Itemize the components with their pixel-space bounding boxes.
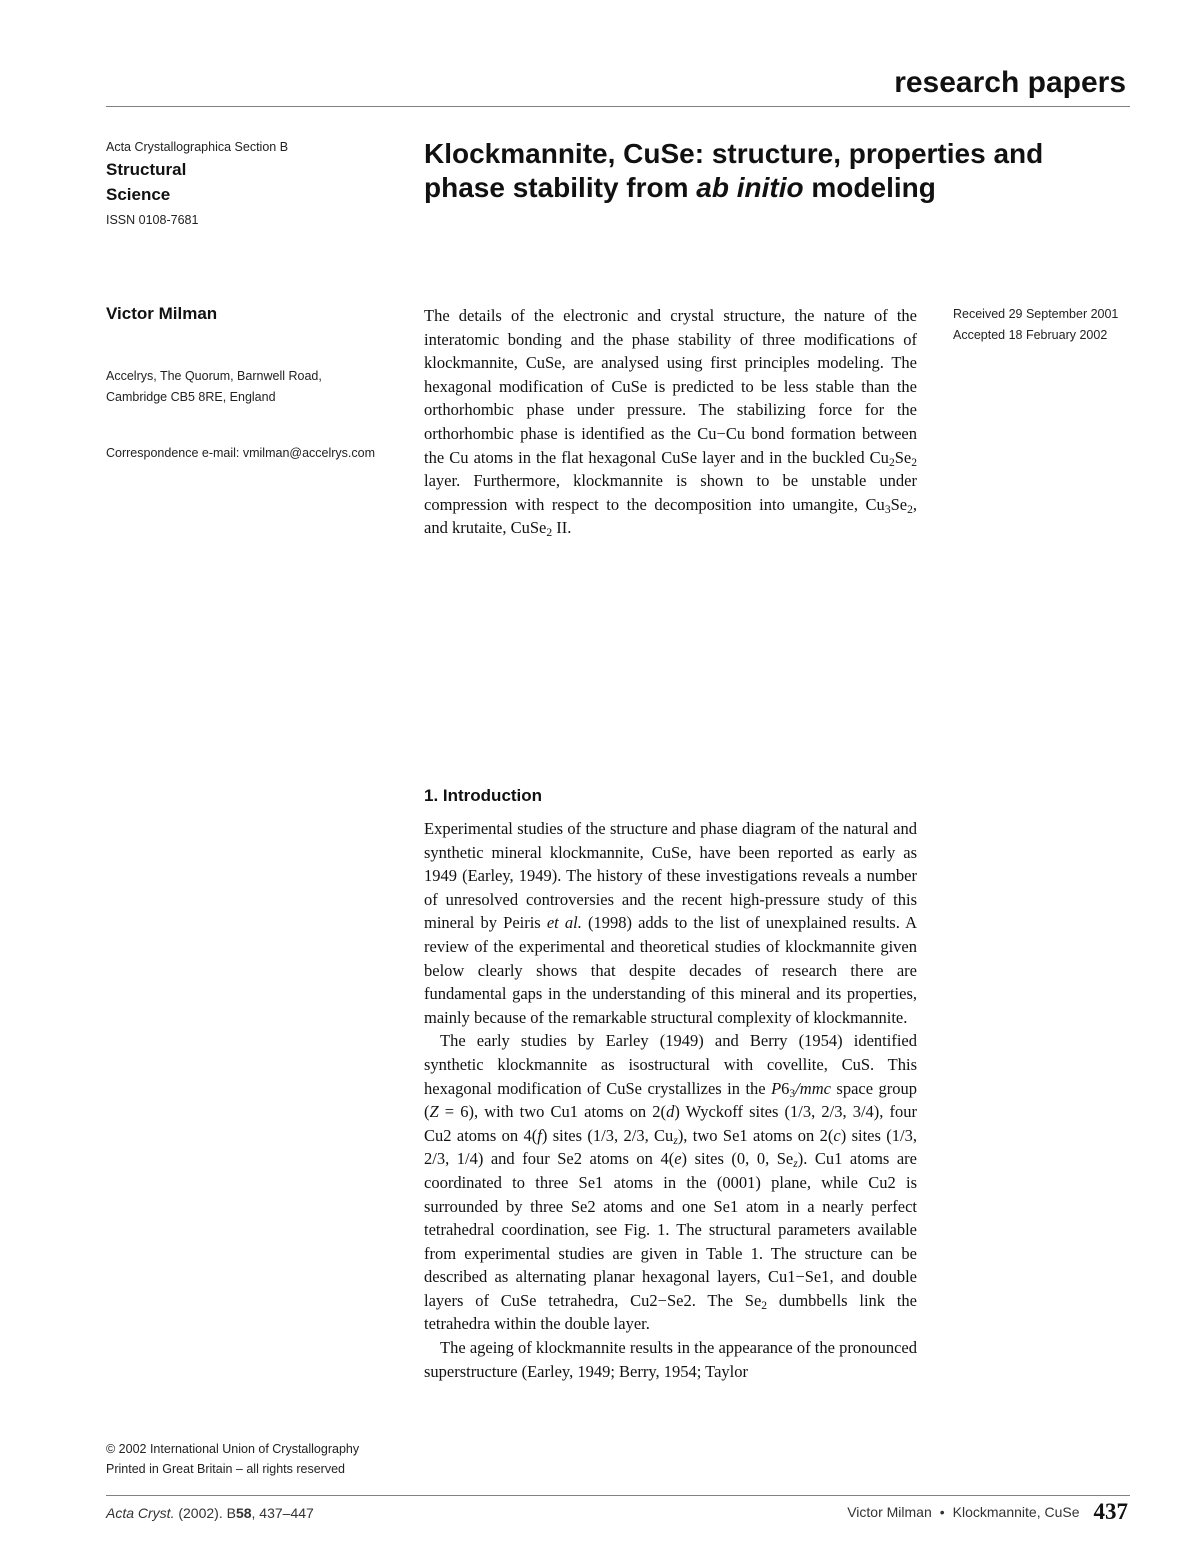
journal-name-small: Acta Crystallographica Section B [106,140,289,154]
running-title: Klockmannite, CuSe [952,1504,1080,1520]
running-author: Victor Milman [847,1504,932,1520]
author-name: Victor Milman [106,304,218,323]
copyright-line-2: Printed in Great Britain – all rights reserved [106,1462,345,1476]
journal-section-line-1: Structural [106,160,187,179]
journal-section-name [106,157,186,207]
accepted-date: Accepted 18 February 2002 [953,328,1108,342]
author-affiliation [106,366,406,408]
received-date: Received 29 September 2001 [953,307,1119,321]
page-number: 437 [1093,1499,1128,1524]
header-rule [106,106,1130,107]
footer-rule [106,1495,1130,1496]
article-dates [953,304,1118,346]
intro-paragraph-1: Experimental studies of the structure and phase diagram of the natural and synthetic mineral klockmannite, CuSe, have been reported as early as 1949 (Earley, 1949). The history of these investigations reveals a number of unresolved controversies and the recent high-pressure study of this mineral by Peiris et al. (1998) adds to the list of unexplained results. A review of the experimental and theoretical studies of klockmannite given below clearly shows that despite decades of research there are fundamental gaps in the understanding of this mineral and its properties, mainly because of the remarkable structural complexity of klockmannite. [424,819,917,1027]
intro-paragraph-3: The ageing of klockmannite results in the appearance of the pronounced superstructure (Earley, 1949; Berry, 1954; Taylor [424,1338,917,1381]
issn: ISSN 0108-7681 [106,213,199,227]
bullet-separator: • [939,1504,945,1520]
copyright-notice [106,1439,406,1479]
journal-section-line-2: Science [106,185,171,204]
intro-paragraph-2: The early studies by Earley (1949) and Berry (1954) identified synthetic klockmannite as isostructural with covellite, CuS. This hexagonal modification of CuSe crystallizes in the $P6_3$/mmc space group (Z = 6), with two Cu1 atoms on 2(d) Wyckoff sites (1/3, 2/3, 3/4), four Cu2 atoms on 4(f) sites (1/3, 2/3, $Cu_z$), two Se1 atoms on 2(c) sites (1/3, 2/3, 1/4) and four Se2 atoms on 4(e) sites (0, 0, $Se_z$). Cu1 atoms are coordinated to three Se1 atoms in the (0001) plane, while Cu2 is surrounded by three Se2 atoms and one Se1 atom in a nearly perfect tetrahedral coordination, see Fig. 1. The structural parameters available from experimental studies are given in Table 1. The structure can be described as alternating planar hexagonal layers, Cu1−Se1, and double layers of CuSe tetrahedra, Cu2−Se2. The $Se_2$ dumbbells link the tetrahedra within the double layer. [424,1031,917,1334]
copyright-line-1: © 2002 International Union of Crystallography [106,1442,360,1456]
introduction-body [424,817,917,1383]
correspondence-email: Correspondence e-mail: vmilman@accelrys.com [106,446,376,460]
section-label: research papers [894,66,1126,99]
title-text-1: Klockmannite, CuSe: structure, properties and phase stability from [424,138,1044,203]
abstract: The details of the electronic and crystal structure, the nature of the interatomic bonding and the phase stability of three modifications of klockmannite, CuSe, are analysed using first principles modeling. The hexagonal modification of CuSe is predicted to be less stable than the orthorhombic phase under pressure. The stabilizing force for the orthorhombic phase is identified as the Cu−Cu bond formation between the Cu atoms in the flat hexagonal CuSe layer and in the buckled $Cu_2Se_2$ layer. Furthermore, klockmannite is shown to be unstable under compression with respect to the decomposition into umangite, $Cu_3Se_2$, and krutaite, CuSe$_2$ II. [424,306,917,540]
article-title [424,137,1104,205]
affiliation-line-1: Accelrys, The Quorum, Barnwell Road, [106,369,322,383]
title-italic: ab initio [696,172,804,203]
section-heading-introduction: 1. Introduction [424,786,543,805]
footer-running-head [847,1499,1128,1525]
affiliation-line-2: Cambridge CB5 8RE, England [106,390,276,404]
title-text-2: modeling [803,172,936,203]
footer-citation: Acta Cryst. (2002). B58, 437–447 [106,1505,314,1521]
